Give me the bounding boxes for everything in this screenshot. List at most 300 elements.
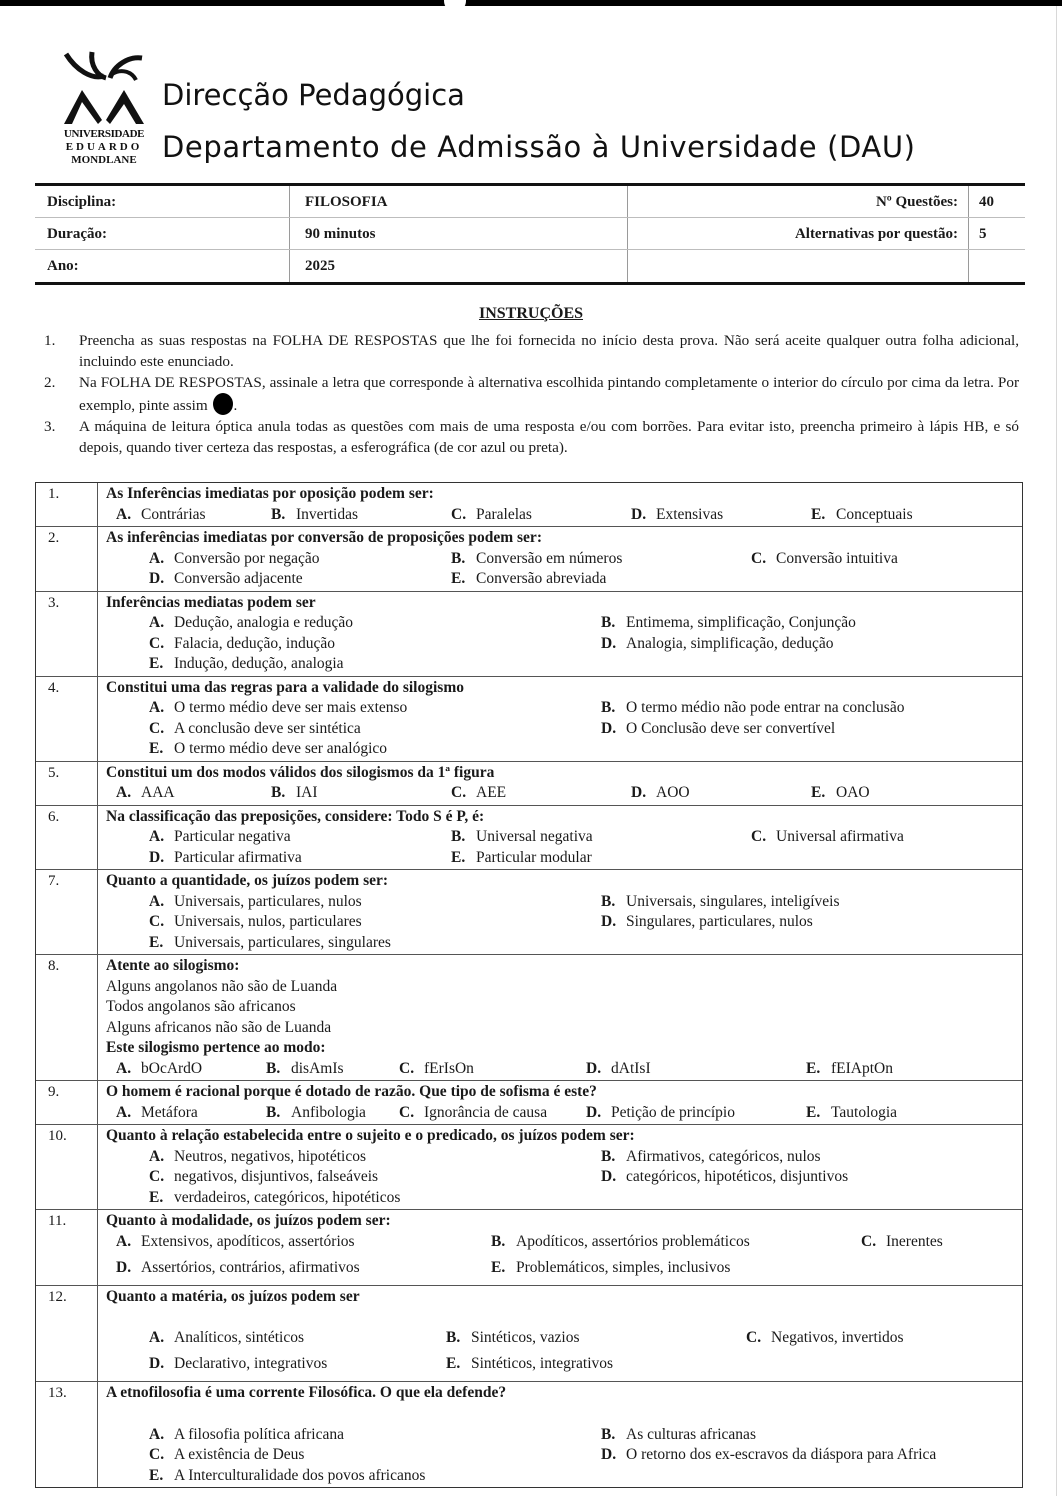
question-stem-secondary: Este silogismo pertence ao modo: xyxy=(106,1039,326,1056)
question-stem: As Inferências imediatas por oposição podem ser: xyxy=(106,485,434,502)
option-letter: D. xyxy=(601,913,617,930)
options-list xyxy=(106,783,1022,804)
option-text: Singulares, particulares, nulos xyxy=(626,913,813,930)
option-text: O Conclusão deve ser convertível xyxy=(626,719,836,737)
option-letter: C. xyxy=(399,1103,415,1121)
question-body xyxy=(98,1210,1022,1285)
answer-option xyxy=(446,1354,613,1375)
question-number: 4. xyxy=(36,677,98,761)
answer-option xyxy=(149,1466,425,1487)
question-row xyxy=(36,762,1022,806)
scan-edge xyxy=(1056,6,1057,1496)
options-list xyxy=(106,1059,1022,1080)
question-number: 3. xyxy=(36,592,98,676)
question-body xyxy=(98,1081,1022,1124)
option-letter: D. xyxy=(149,570,165,587)
option-letter: D. xyxy=(149,1355,165,1372)
syllogism-premise: Alguns africanos não são de Luanda xyxy=(106,1018,332,1036)
options-list xyxy=(106,892,1022,954)
answer-option xyxy=(116,783,175,804)
option-text: Particular modular xyxy=(476,848,592,866)
scan-notch xyxy=(444,0,466,12)
option-letter: E. xyxy=(451,848,466,866)
option-text: Extensivos, apodíticos, assertórios xyxy=(141,1232,355,1250)
option-letter: B. xyxy=(271,784,286,801)
question-stem: Quanto a matéria, os juízos podem ser xyxy=(106,1287,360,1305)
option-text: OAO xyxy=(836,784,870,801)
question-stem: As inferências imediatas por conversão de proposições podem ser: xyxy=(106,529,542,546)
option-letter: A. xyxy=(149,1425,165,1443)
spacer xyxy=(106,1404,1022,1425)
option-text: IAI xyxy=(296,784,318,801)
option-text: Universal afirmativa xyxy=(776,828,904,845)
options-row xyxy=(106,1147,1022,1168)
syllogism-premise: Alguns angolanos não são de Luanda xyxy=(106,977,338,995)
info-value2: 5 xyxy=(979,226,987,242)
instruction-text: A máquina de leitura óptica anula todas as questões com mais de uma resposta e/ou com borrões. Para evitar isto, preencha primeiro à lápis HB, e só depois, quando tiver certeza das respostas, a esferográfica (de cor azul ou preta). xyxy=(79,418,1019,456)
option-text: Contrárias xyxy=(141,505,206,523)
question-stem: Inferências mediatas podem ser xyxy=(106,593,316,611)
answer-option xyxy=(271,783,318,804)
options-row xyxy=(106,549,1022,570)
answer-option xyxy=(149,739,387,760)
info-value2 xyxy=(969,250,1025,282)
option-text: negativos, disjuntivos, falseáveis xyxy=(174,1168,379,1185)
options-row xyxy=(106,1445,1022,1466)
question-row xyxy=(36,1286,1022,1383)
answer-option xyxy=(806,1103,897,1124)
options-row xyxy=(106,505,1022,526)
answer-option xyxy=(149,719,361,740)
options-row xyxy=(106,1425,1022,1446)
question-row xyxy=(36,592,1022,677)
instruction-item xyxy=(44,416,1019,458)
option-text: Assertórios, contrários, afirmativos xyxy=(141,1258,360,1276)
options-list xyxy=(106,1328,1022,1380)
option-text: Indução, dedução, analogia xyxy=(174,655,344,672)
question-body xyxy=(98,527,1022,591)
question-row xyxy=(36,1210,1022,1286)
options-row xyxy=(106,719,1022,740)
answer-option xyxy=(149,933,391,954)
scan-top-border xyxy=(0,0,1062,6)
question-row xyxy=(36,806,1022,871)
option-letter: A. xyxy=(149,892,165,910)
option-text: Universais, particulares, singulares xyxy=(174,933,391,951)
question-body xyxy=(98,592,1022,676)
answer-option xyxy=(601,892,840,913)
answer-option xyxy=(116,1258,360,1279)
option-letter: E. xyxy=(811,784,826,801)
options-row xyxy=(106,1232,1022,1258)
option-text: As culturas africanas xyxy=(626,1425,756,1443)
options-list xyxy=(106,1232,1022,1284)
question-number: 10. xyxy=(36,1125,98,1209)
option-letter: D. xyxy=(586,1103,602,1121)
question-row xyxy=(36,1125,1022,1210)
question-stem: Na classificação das preposições, considere: Todo S é P, é: xyxy=(106,807,485,825)
answer-option xyxy=(601,912,813,933)
answer-option xyxy=(746,1328,904,1349)
instruction-text: Na FOLHA DE RESPOSTAS, assinale a letra que corresponde à alternativa escolhida pintando completamente o interior do círculo por cima da letra. Por exemplo, pinte assim xyxy=(79,374,1019,414)
option-text: A conclusão deve ser sintética xyxy=(174,719,361,737)
option-text: O termo médio deve ser mais extenso xyxy=(174,699,408,716)
option-text: AAA xyxy=(141,784,175,801)
syllogism-premise: Todos angolanos são africanos xyxy=(106,998,296,1015)
question-row xyxy=(36,955,1022,1081)
option-letter: E. xyxy=(451,570,466,587)
question-row xyxy=(36,1081,1022,1125)
options-list xyxy=(106,1147,1022,1209)
answer-option xyxy=(451,783,506,804)
options-list xyxy=(106,613,1022,675)
answer-option xyxy=(149,1188,400,1209)
option-text: A existência de Deus xyxy=(174,1446,305,1463)
info-label2 xyxy=(628,250,969,282)
filled-circle-icon xyxy=(213,393,233,415)
answer-option xyxy=(266,1059,344,1080)
question-body xyxy=(98,762,1022,805)
options-row xyxy=(106,739,1022,760)
answer-option xyxy=(149,654,344,675)
question-stem: Quanto à modalidade, os juízos podem ser: xyxy=(106,1212,391,1229)
logo-text: UNIVERSIDADE EDUARDO MONDLANE xyxy=(63,128,145,166)
answer-option xyxy=(149,912,362,933)
option-text: Analogia, simplificação, dedução xyxy=(626,634,834,652)
question-number: 6. xyxy=(36,806,98,870)
option-text: Afirmativos, categóricos, nulos xyxy=(626,1147,821,1165)
option-letter: B. xyxy=(446,1329,461,1346)
answer-option xyxy=(751,827,904,848)
option-letter: E. xyxy=(149,1466,164,1484)
question-stem: Constitui uma das regras para a validade do silogismo xyxy=(106,678,464,696)
option-text: Sintéticos, integrativos xyxy=(471,1355,614,1372)
answer-option xyxy=(149,1147,366,1168)
option-letter: D. xyxy=(586,1059,602,1077)
option-letter: B. xyxy=(451,549,466,567)
option-text: A Interculturalidade dos povos africanos xyxy=(174,1466,426,1484)
option-text: Declarativo, integrativos xyxy=(174,1355,328,1372)
option-letter: C. xyxy=(451,784,467,801)
answer-option xyxy=(586,1059,651,1080)
option-letter: E. xyxy=(811,505,826,523)
options-row xyxy=(106,783,1022,804)
question-number: 7. xyxy=(36,870,98,954)
option-letter: E. xyxy=(149,1188,164,1206)
question-stem: Atente ao silogismo: xyxy=(106,957,240,974)
answer-option xyxy=(399,1103,547,1124)
option-text: Sintéticos, vazios xyxy=(471,1329,580,1346)
answer-option xyxy=(811,505,913,526)
option-text: Particular afirmativa xyxy=(174,848,302,866)
option-letter: B. xyxy=(601,1425,616,1443)
option-text: fEIAptOn xyxy=(831,1059,893,1077)
option-letter: D. xyxy=(116,1258,132,1276)
question-row xyxy=(36,870,1022,955)
option-letter: A. xyxy=(116,1103,132,1121)
options-list xyxy=(106,1425,1022,1487)
question-stem: A etnofilosofia é uma corrente Filosófica. O que ela defende? xyxy=(106,1384,507,1401)
option-letter: A. xyxy=(149,614,165,631)
instruction-text-wrap xyxy=(79,372,1019,416)
question-row xyxy=(36,483,1022,527)
option-text: Conceptuais xyxy=(836,505,913,523)
option-letter: A. xyxy=(116,1232,132,1250)
answer-option xyxy=(601,698,904,719)
question-body xyxy=(98,677,1022,761)
option-text: Paralelas xyxy=(476,505,532,523)
instruction-item xyxy=(44,330,1019,372)
option-text: O retorno dos ex-escravos da diáspora para Africa xyxy=(626,1446,937,1463)
answer-option xyxy=(451,505,532,526)
answer-option xyxy=(446,1328,580,1349)
option-letter: A. xyxy=(116,1059,132,1077)
header-title: Direcção Pedagógica xyxy=(162,78,465,112)
question-number: 2. xyxy=(36,527,98,591)
answer-option xyxy=(451,827,593,848)
option-letter: C. xyxy=(149,719,165,737)
option-letter: B. xyxy=(271,505,286,523)
options-row xyxy=(106,827,1022,848)
answer-option xyxy=(149,892,362,913)
option-text: Universais, particulares, nulos xyxy=(174,892,362,910)
info-value2: 40 xyxy=(979,194,994,210)
question-number: 5. xyxy=(36,762,98,805)
option-text: O termo médio deve ser analógico xyxy=(174,740,388,757)
instruction-number: 2. xyxy=(44,374,56,391)
option-letter: A. xyxy=(116,505,132,523)
question-stem: Quanto à relação estabelecida entre o sujeito e o predicado, os juízos podem ser: xyxy=(106,1127,635,1144)
answer-option xyxy=(149,1354,327,1375)
instructions-list xyxy=(44,330,1019,458)
option-letter: B. xyxy=(601,892,616,910)
option-letter: B. xyxy=(491,1232,506,1250)
options-list xyxy=(106,505,1022,526)
option-letter: A. xyxy=(149,699,165,716)
question-number: 13. xyxy=(36,1382,98,1487)
answer-option xyxy=(149,634,335,655)
answer-option xyxy=(149,549,319,570)
options-row xyxy=(106,1188,1022,1209)
option-letter: C. xyxy=(751,828,767,845)
exam-info-table xyxy=(35,183,1025,285)
answer-option xyxy=(116,1232,355,1253)
option-text: Conversão intuitiva xyxy=(776,549,898,567)
option-letter: A. xyxy=(149,1329,165,1346)
question-body xyxy=(98,870,1022,954)
option-text: Universais, singulares, inteligíveis xyxy=(626,892,840,910)
options-list xyxy=(106,698,1022,760)
university-logo xyxy=(56,50,152,168)
options-row xyxy=(106,698,1022,719)
option-letter: C. xyxy=(149,913,165,930)
option-text: fErIsOn xyxy=(424,1059,474,1077)
options-list xyxy=(106,1103,1022,1124)
options-row xyxy=(106,1059,1022,1080)
answer-option xyxy=(116,1059,202,1080)
options-row xyxy=(106,1258,1022,1284)
info-row-ano xyxy=(35,250,1025,282)
options-list xyxy=(106,827,1022,868)
answer-option xyxy=(116,505,206,526)
option-letter: E. xyxy=(806,1059,821,1077)
options-row xyxy=(106,613,1022,634)
answer-option xyxy=(751,549,898,570)
option-letter: D. xyxy=(601,719,617,737)
answer-option xyxy=(451,549,622,570)
option-text: dAtIsI xyxy=(611,1059,651,1077)
option-letter: D. xyxy=(601,634,617,652)
option-letter: E. xyxy=(806,1103,821,1121)
header-subtitle: Departamento de Admissão à Universidade (DAU) xyxy=(162,130,916,164)
option-text: Falacia, dedução, indução xyxy=(174,634,335,652)
instructions-title: INSTRUÇÕES xyxy=(478,305,584,322)
option-letter: A. xyxy=(149,828,165,845)
answer-option xyxy=(601,1167,848,1188)
answer-option xyxy=(266,1103,366,1124)
info-value: 2025 xyxy=(290,250,628,282)
question-body xyxy=(98,483,1022,526)
option-letter: D. xyxy=(149,848,165,866)
option-text: Particular negativa xyxy=(174,828,291,845)
options-row xyxy=(106,912,1022,933)
answer-option xyxy=(861,1232,943,1253)
info-label2: Nº Questões: xyxy=(628,186,969,217)
info-value: 90 minutos xyxy=(290,218,628,249)
answer-option xyxy=(451,848,592,869)
option-text: AEE xyxy=(476,784,507,801)
answer-option xyxy=(271,505,358,526)
options-row xyxy=(106,654,1022,675)
option-text: Invertidas xyxy=(296,505,358,523)
option-letter: B. xyxy=(451,828,466,845)
instruction-text: Preencha as suas respostas na FOLHA DE RESPOSTAS que lhe foi fornecida no início desta prova. Não será aceite qualquer outra folha adicional, incluindo este enunciado. xyxy=(79,332,1019,370)
answer-option xyxy=(601,1425,756,1446)
answer-option xyxy=(806,1059,893,1080)
option-text: Inerentes xyxy=(886,1232,943,1250)
option-text: Extensivas xyxy=(656,505,724,523)
question-body xyxy=(98,955,1022,1080)
option-text: bOcArdO xyxy=(141,1059,203,1077)
option-text: Petição de princípio xyxy=(611,1103,735,1121)
option-letter: A. xyxy=(149,1147,165,1165)
option-text: Ignorância de causa xyxy=(424,1103,548,1121)
spacer xyxy=(106,1307,1022,1328)
option-text: disAmIs xyxy=(291,1059,344,1077)
options-row xyxy=(106,933,1022,954)
question-body xyxy=(98,1125,1022,1209)
option-letter: D. xyxy=(601,1168,617,1185)
option-text: Neutros, negativos, hipotéticos xyxy=(174,1147,366,1165)
option-letter: E. xyxy=(149,655,164,672)
answer-option xyxy=(601,1445,936,1466)
answer-option xyxy=(399,1059,474,1080)
question-number: 11. xyxy=(36,1210,98,1285)
option-text: A filosofia política africana xyxy=(174,1425,345,1443)
instruction-number: 3. xyxy=(44,418,56,435)
answer-option xyxy=(631,783,690,804)
option-text: categóricos, hipotéticos, disjuntivos xyxy=(626,1168,849,1185)
option-letter: B. xyxy=(601,1147,616,1165)
question-row xyxy=(36,677,1022,762)
answer-option xyxy=(149,698,407,719)
question-body xyxy=(98,1286,1022,1382)
info-row-duracao xyxy=(35,218,1025,250)
option-text: Apodíticos, assertórios problemáticos xyxy=(516,1232,750,1250)
option-letter: E. xyxy=(149,740,164,757)
option-letter: C. xyxy=(451,505,467,523)
questions-table xyxy=(35,482,1023,1488)
logo-emblem-icon xyxy=(62,50,146,128)
instruction-item xyxy=(44,372,1019,416)
info-label: Ano: xyxy=(35,250,290,282)
answer-option xyxy=(149,848,302,869)
options-row xyxy=(106,1167,1022,1188)
answer-option xyxy=(149,1167,378,1188)
info-label2: Alternativas por questão: xyxy=(628,218,969,249)
answer-option xyxy=(811,783,870,804)
question-body xyxy=(98,806,1022,870)
option-text: Conversão em números xyxy=(476,549,623,567)
option-text: Universal negativa xyxy=(476,828,593,845)
question-stem: Quanto a quantidade, os juízos podem ser: xyxy=(106,872,389,889)
option-text: AOO xyxy=(656,784,690,801)
option-text: Entimema, simplificação, Conjunção xyxy=(626,614,856,631)
option-letter: C. xyxy=(861,1232,877,1250)
option-letter: B. xyxy=(601,614,616,631)
options-row xyxy=(106,848,1022,869)
option-text: Conversão abreviada xyxy=(476,570,607,587)
question-number: 12. xyxy=(36,1286,98,1382)
question-body xyxy=(98,1382,1022,1487)
answer-option xyxy=(116,1103,198,1124)
info-value: FILOSOFIA xyxy=(290,186,628,217)
option-letter: B. xyxy=(266,1103,281,1121)
answer-option xyxy=(149,1425,344,1446)
option-letter: C. xyxy=(751,549,767,567)
answer-option xyxy=(149,1445,304,1466)
question-number: 8. xyxy=(36,955,98,1080)
options-row xyxy=(106,1328,1022,1354)
option-text: Analíticos, sintéticos xyxy=(174,1329,305,1346)
option-text: Metáfora xyxy=(141,1103,198,1121)
answer-option xyxy=(451,569,606,590)
answer-option xyxy=(586,1103,735,1124)
option-text: Problemáticos, simples, inclusivos xyxy=(516,1258,731,1276)
option-text: verdadeiros, categóricos, hipotéticos xyxy=(174,1188,401,1206)
answer-option xyxy=(149,613,353,634)
option-letter: E. xyxy=(149,933,164,951)
answer-option xyxy=(149,569,303,590)
question-number: 1. xyxy=(36,483,98,526)
option-text: Universais, nulos, particulares xyxy=(174,913,362,930)
option-letter: A. xyxy=(116,784,132,801)
answer-option xyxy=(491,1258,730,1279)
options-row xyxy=(106,1103,1022,1124)
question-stem: Constitui um dos modos válidos dos silogismos da 1ª figura xyxy=(106,763,495,781)
answer-option xyxy=(601,613,856,634)
option-letter: D. xyxy=(631,505,647,523)
option-text: Anfibologia xyxy=(291,1103,366,1121)
option-letter: D. xyxy=(601,1446,617,1463)
option-text: O termo médio não pode entrar na conclusão xyxy=(626,699,905,716)
question-row xyxy=(36,527,1022,592)
option-letter: C. xyxy=(399,1059,415,1077)
option-letter: A. xyxy=(149,549,165,567)
question-row xyxy=(36,1382,1022,1487)
option-text: Negativos, invertidos xyxy=(771,1329,904,1346)
info-label: Disciplina: xyxy=(35,186,290,217)
